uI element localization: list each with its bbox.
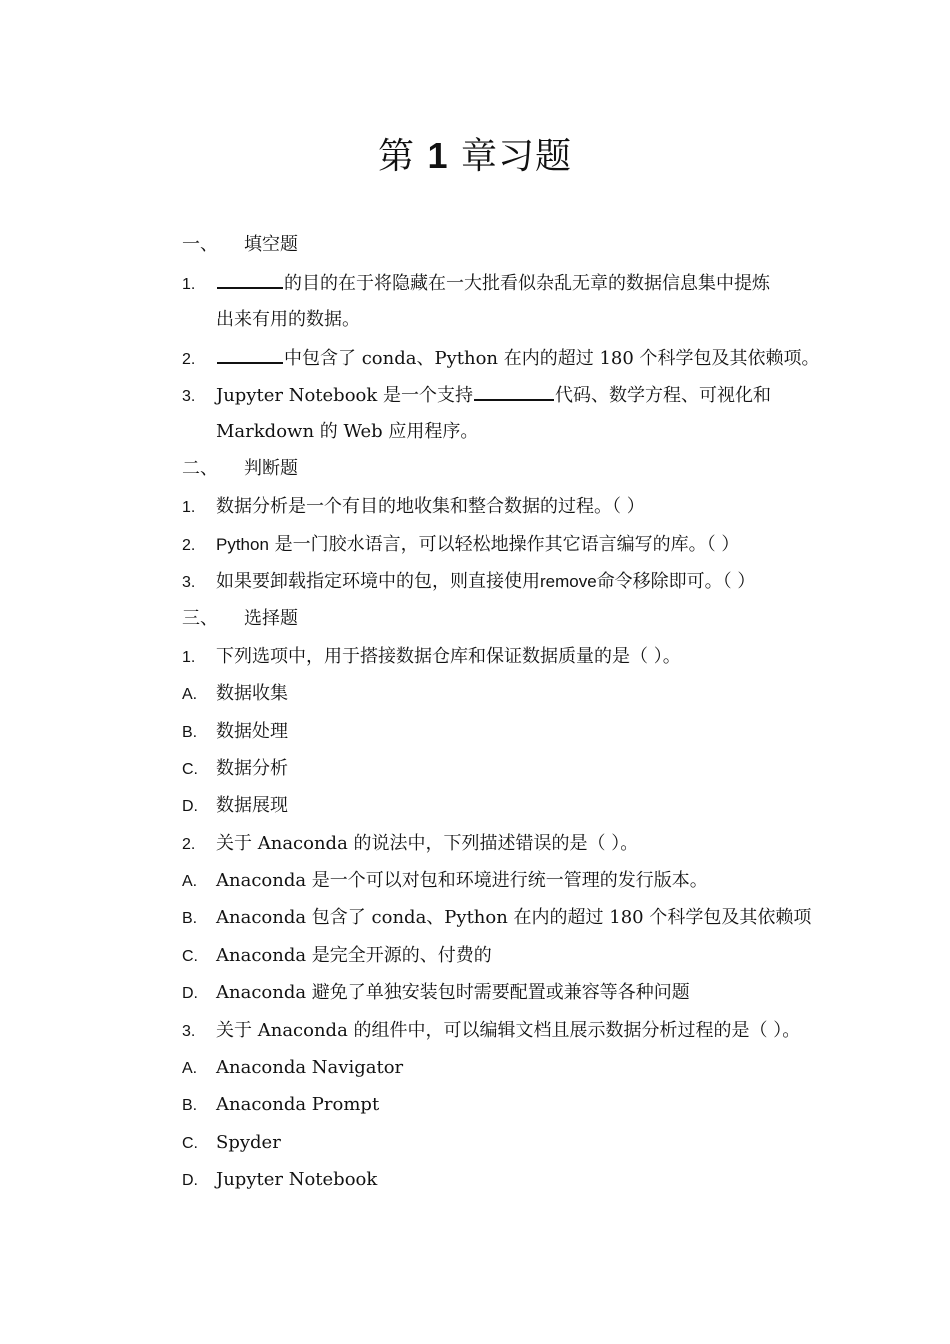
choice-question-3 xyxy=(182,1019,812,1044)
option-text: Anaconda 包含了 conda、Python 在内的超过 180 个科学包及其依赖项 xyxy=(216,907,812,928)
question-text-start: Jupyter Notebook 是一个支持 xyxy=(216,385,474,406)
choice-option[interactable] xyxy=(182,869,812,894)
question-number: 3. xyxy=(182,1023,196,1040)
option-text: Anaconda 是一个可以对包和环境进行统一管理的发行版本。 xyxy=(216,870,708,891)
answer-blank[interactable] xyxy=(217,271,283,289)
choice-question-2 xyxy=(182,832,812,857)
choice-question-1 xyxy=(182,645,812,670)
option-letter: C. xyxy=(182,761,198,778)
question-text: 下列选项中，用于搭接数据仓库和保证数据质量的是（ ）。 xyxy=(216,646,681,667)
option-letter: A. xyxy=(182,686,198,703)
option-text: Anaconda 避免了单独安装包时需要配置或兼容等各种问题 xyxy=(216,982,690,1003)
fill-question-3 xyxy=(182,383,812,409)
section-judge-heading xyxy=(182,457,812,481)
option-letter: B. xyxy=(182,910,198,927)
section-label: 填空题 xyxy=(244,234,298,255)
choice-option[interactable] xyxy=(182,981,812,1006)
question-number: 1. xyxy=(182,649,196,666)
option-text: Anaconda Prompt xyxy=(216,1094,380,1115)
question-text: 关于 Anaconda 的组件中，可以编辑文档且展示数据分析过程的是（ ）。 xyxy=(216,1020,801,1041)
choice-option[interactable] xyxy=(182,906,812,931)
section-number: 二、 xyxy=(182,458,218,479)
question-number: 2. xyxy=(182,836,196,853)
option-letter: C. xyxy=(182,948,198,965)
fill-question-1-continuation: 出来有用的数据。 xyxy=(216,309,360,330)
choice-option[interactable] xyxy=(182,794,812,819)
judge-question-2 xyxy=(182,533,812,558)
question-text: 中包含了 conda、Python 在内的超过 180 个科学包及其依赖项。 xyxy=(284,348,820,369)
fill-question-3-continuation: Markdown 的 Web 应用程序。 xyxy=(216,421,479,442)
judge-question-1 xyxy=(182,495,812,520)
option-text: Anaconda Navigator xyxy=(216,1057,404,1078)
option-letter: A. xyxy=(182,1060,198,1077)
option-letter: B. xyxy=(182,724,198,741)
question-number: 1. xyxy=(182,276,196,293)
keyword: Python xyxy=(216,535,269,554)
question-number: 1. xyxy=(182,499,196,516)
option-text: 数据收集 xyxy=(216,683,288,704)
question-text: 数据分析是一个有目的地收集和整合数据的过程。（ ） xyxy=(216,496,645,517)
section-number: 一、 xyxy=(182,234,218,255)
option-text: 数据处理 xyxy=(216,721,288,742)
answer-blank[interactable] xyxy=(217,346,283,364)
section-label: 选择题 xyxy=(244,608,298,629)
choice-option[interactable] xyxy=(182,682,812,707)
question-text-start: 如果要卸载指定环境中的包，则直接使用 xyxy=(216,571,540,592)
option-letter: D. xyxy=(182,798,198,815)
judge-question-3 xyxy=(182,570,812,595)
option-letter: C. xyxy=(182,1135,198,1152)
question-text-end: 代码、数学方程、可视化和 xyxy=(555,385,772,406)
question-number: 2. xyxy=(182,351,196,368)
option-letter: D. xyxy=(182,1172,198,1189)
question-number: 3. xyxy=(182,574,196,591)
choice-option[interactable] xyxy=(182,1168,812,1193)
question-text: 的目的在于将隐藏在一大批看似杂乱无章的数据信息集中提炼 xyxy=(284,273,770,294)
question-number: 2. xyxy=(182,537,196,554)
option-text: Anaconda 是完全开源的、付费的 xyxy=(216,945,492,966)
option-text: Jupyter Notebook xyxy=(216,1169,378,1190)
answer-blank[interactable] xyxy=(474,383,554,401)
section-fill-heading xyxy=(182,233,812,257)
section-label: 判断题 xyxy=(244,458,298,479)
option-letter: D. xyxy=(182,985,198,1002)
title-suffix: 章习题 xyxy=(460,136,572,177)
choice-option[interactable] xyxy=(182,1131,812,1156)
question-text: 是一门胶水语言，可以轻松地操作其它语言编写的库。（ ） xyxy=(268,534,740,555)
choice-option[interactable] xyxy=(182,757,812,782)
choice-option[interactable] xyxy=(182,944,812,969)
choice-option[interactable] xyxy=(182,1093,812,1118)
question-text: 关于 Anaconda 的说法中，下列描述错误的是（ ）。 xyxy=(216,833,639,854)
section-choice-heading xyxy=(182,607,812,631)
option-text: 数据分析 xyxy=(216,758,288,779)
title-number: 1 xyxy=(427,135,449,176)
option-text: 数据展现 xyxy=(216,795,288,816)
choice-option[interactable] xyxy=(182,720,812,745)
question-text-end: 命令移除即可。（ ） xyxy=(596,571,756,592)
page-title xyxy=(0,132,950,181)
option-letter: B. xyxy=(182,1097,198,1114)
question-number: 3. xyxy=(182,388,196,405)
choice-option[interactable] xyxy=(182,1056,812,1081)
section-number: 三、 xyxy=(182,608,218,629)
option-letter: A. xyxy=(182,873,198,890)
fill-question-1 xyxy=(182,271,812,297)
option-text: Spyder xyxy=(216,1132,281,1153)
title-prefix: 第 xyxy=(378,136,416,177)
keyword: remove xyxy=(540,572,597,591)
fill-question-2 xyxy=(182,346,820,372)
